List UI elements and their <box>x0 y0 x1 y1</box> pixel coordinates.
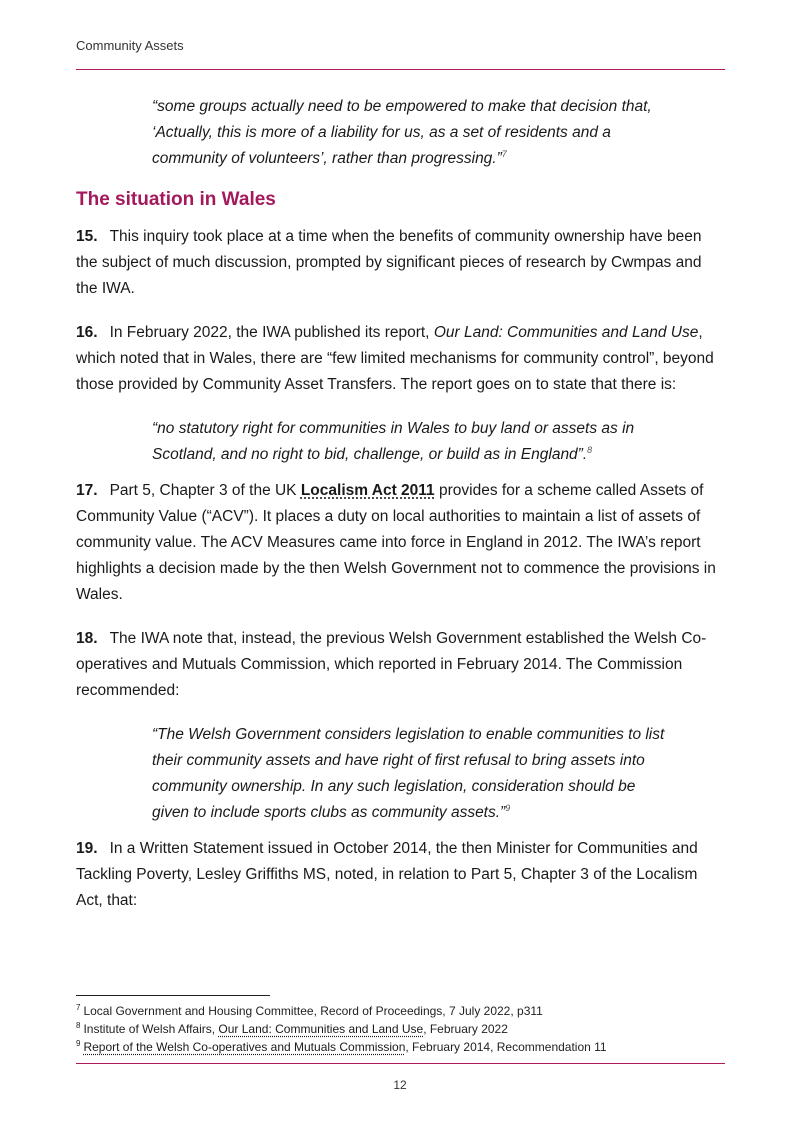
footnote-8 <box>76 1020 725 1038</box>
paragraph-16 <box>76 320 725 398</box>
localism-act-link[interactable]: Localism Act 2011 <box>300 482 435 499</box>
paragraph-18 <box>76 626 725 704</box>
paragraph-text: This inquiry took place at a time when the benefits of community ownership have been the subject of much discussion, prompted by significant pieces of research by Cwmpas and the IWA. <box>76 228 702 297</box>
page-body <box>76 94 725 932</box>
paragraph-19 <box>76 836 725 914</box>
footnotes <box>76 1002 725 1056</box>
section-heading: The situation in Wales <box>76 189 276 210</box>
quote-text: “some groups actually need to be empowered to make that decision that, ‘Actually, this is more of a liability for us, as a set of residents and a community of volunteers’, rather than progressing.” <box>152 98 652 167</box>
footnote-ref[interactable]: 7 <box>501 148 507 159</box>
paragraph-number: 19. <box>76 840 98 857</box>
header-rule <box>76 69 725 70</box>
footnote-7 <box>76 1002 725 1020</box>
footnote-9 <box>76 1038 725 1056</box>
footnote-number: 7 <box>76 1003 81 1012</box>
footnote-number: 9 <box>76 1039 81 1048</box>
report-title: Our Land: Communities and Land Use <box>433 324 699 341</box>
paragraph-text: In a Written Statement issued in October 2014, the then Minister for Communities and Tackling Poverty, Lesley Griffiths MS, noted, in relation to Part 5, Chapter 3 of the Localism Act, that: <box>76 840 698 909</box>
paragraph-text: provides for a scheme called Assets of Community Value (“ACV”). It places a duty on local authorities to maintain a list of assets of community value. The ACV Measures came into force in England in 2012. The IWA’s report highlights a decision made by the then Welsh Government not to commence the provisions in Wales. <box>76 482 716 603</box>
footnote-text: Institute of Welsh Affairs, <box>83 1022 219 1036</box>
block-quote <box>152 722 672 826</box>
our-land-report-link[interactable]: Our Land: Communities and Land Use <box>218 1022 424 1036</box>
paragraph-number: 15. <box>76 228 98 245</box>
running-header: Community Assets <box>76 38 184 53</box>
page-number: 12 <box>393 1078 407 1092</box>
footer-rule <box>76 1063 725 1064</box>
paragraph-number: 16. <box>76 324 98 341</box>
paragraph-text: In February 2022, the IWA published its report, <box>109 324 434 341</box>
footnote-text: , February 2014, Recommendation 11 <box>405 1040 607 1054</box>
block-quote <box>152 94 672 172</box>
paragraph-17 <box>76 478 725 608</box>
paragraph-text: , which noted that in Wales, there are “few limited mechanisms for community control”, beyond those provided by Community Asset Transfers. The report goes on to state that there is: <box>76 324 714 393</box>
paragraph-15 <box>76 224 725 302</box>
quote-text: “The Welsh Government considers legislation to enable communities to list their community assets and have right of first refusal to bring assets into community ownership. In any such legislation, consideration should be given to include sports clubs as community assets.” <box>152 726 665 821</box>
footnote-number: 8 <box>76 1021 81 1030</box>
footnote-text: , February 2022 <box>423 1022 508 1036</box>
footnote-ref[interactable]: 8 <box>587 444 593 455</box>
footnote-text: Local Government and Housing Committee, Record of Proceedings, 7 July 2022, p311 <box>83 1004 543 1018</box>
block-quote <box>152 416 672 468</box>
paragraph-number: 17. <box>76 482 98 499</box>
commission-report-link[interactable]: Report of the Welsh Co-operatives and Mutuals Commission <box>83 1040 406 1054</box>
footnote-ref[interactable]: 9 <box>505 802 511 813</box>
paragraph-text: Part 5, Chapter 3 of the UK <box>109 482 301 499</box>
footnote-separator <box>76 995 270 996</box>
paragraph-number: 18. <box>76 630 98 647</box>
paragraph-text: The IWA note that, instead, the previous Welsh Government established the Welsh Co-operatives and Mutuals Commission, which reported in February 2014. The Commission recommended: <box>76 630 707 699</box>
quote-text: “no statutory right for communities in Wales to buy land or assets as in Scotland, and no right to bid, challenge, or build as in England”. <box>152 420 635 463</box>
